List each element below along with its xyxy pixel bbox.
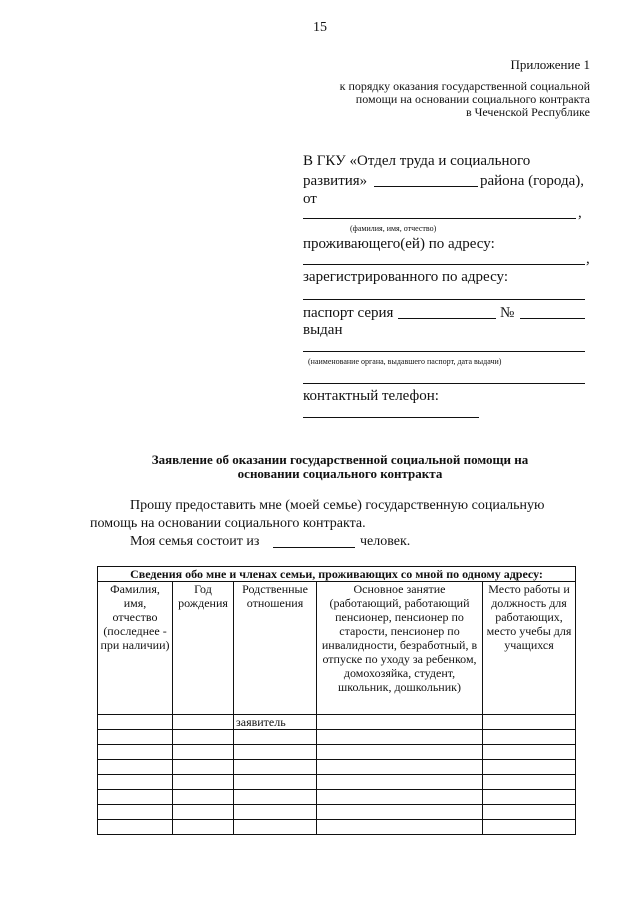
residing-label: проживающего(ей) по адресу: <box>303 236 495 252</box>
applicant-cell: заявитель <box>234 715 317 730</box>
request-line-2: помощь на основании социального контракта. <box>90 516 366 531</box>
application-title-line: основании социального контракта <box>237 466 443 481</box>
table-row <box>98 805 576 820</box>
table-cell[interactable] <box>173 790 234 805</box>
table-cell[interactable] <box>234 790 317 805</box>
header-birth-year: Год рождения <box>173 582 234 715</box>
residing-address-blank[interactable] <box>303 264 585 265</box>
appendix-description <box>290 80 590 119</box>
table-cell[interactable] <box>173 820 234 835</box>
phone-blank[interactable] <box>303 417 479 418</box>
table-cell[interactable] <box>173 760 234 775</box>
table-row <box>98 745 576 760</box>
table-cell[interactable] <box>234 820 317 835</box>
table-caption: Сведения обо мне и членах семьи, проживающих со мной по одному адресу: <box>98 567 576 582</box>
passport-number-blank[interactable] <box>520 318 585 319</box>
fio-comma: , <box>578 205 582 221</box>
table-cell[interactable] <box>317 820 483 835</box>
table-cell[interactable] <box>483 790 576 805</box>
table-cell[interactable] <box>173 775 234 790</box>
appendix-desc-line: в Чеченской Республике <box>465 105 590 119</box>
application-title-line: Заявление об оказании государственной социальной помощи на <box>151 452 529 467</box>
extra-line-blank[interactable] <box>303 383 585 384</box>
table-cell[interactable] <box>234 745 317 760</box>
appendix-title: Приложение 1 <box>510 57 590 72</box>
appendix-desc-line: помощи на основании социального контракта <box>355 92 590 106</box>
appendix-desc-line: к порядку оказания государственной социальной <box>339 79 590 93</box>
header-relationship: Родственные отношения <box>234 582 317 715</box>
table-cell[interactable] <box>98 820 173 835</box>
table-cell[interactable] <box>173 805 234 820</box>
table-cell[interactable] <box>483 745 576 760</box>
table-cell[interactable] <box>317 760 483 775</box>
table-cell[interactable] <box>98 715 173 730</box>
table-cell[interactable] <box>317 715 483 730</box>
header-workplace: Место работы и должность для работающих, место учебы для учащихся <box>483 582 576 715</box>
table-cell[interactable] <box>317 790 483 805</box>
family-count-blank[interactable] <box>273 547 355 548</box>
table-cell[interactable] <box>98 775 173 790</box>
district-blank[interactable] <box>374 186 478 187</box>
addressee-line-2-right: района (города), <box>480 173 584 189</box>
table-cell[interactable] <box>483 715 576 730</box>
table-cell[interactable] <box>173 715 234 730</box>
table-cell[interactable] <box>98 790 173 805</box>
addressee-line-2-left: развития» <box>303 173 368 189</box>
passport-issuer-caption: (наименование органа, выдавшего паспорт, дата выдачи) <box>308 357 502 366</box>
passport-issuer-blank[interactable] <box>303 351 585 352</box>
table-cell[interactable] <box>317 730 483 745</box>
addressee-line-1: В ГКУ «Отдел труда и социального <box>303 153 531 169</box>
table-cell[interactable] <box>317 775 483 790</box>
table-cell[interactable] <box>234 730 317 745</box>
table-cell[interactable] <box>234 760 317 775</box>
table-cell[interactable] <box>98 730 173 745</box>
phone-label: контактный телефон: <box>303 388 439 404</box>
table-cell[interactable] <box>483 820 576 835</box>
table-row <box>98 715 576 730</box>
addressee-from: от <box>303 191 317 207</box>
table-header-row <box>98 582 576 715</box>
table-cell[interactable] <box>234 775 317 790</box>
passport-series-label: паспорт серия <box>303 305 394 321</box>
table-cell[interactable] <box>173 745 234 760</box>
fio-blank[interactable] <box>303 218 576 219</box>
page-number: 15 <box>313 20 327 35</box>
header-main-occupation: Основное занятие (работающий, работающий пенсионер, пенсионер по старости, пенсионер по инвалидности, безработный, в отпуске по уходу за ребенком, домохозяйка, студент, школьник, дошкольник) <box>317 582 483 715</box>
table-row <box>98 730 576 745</box>
passport-issued-label: выдан <box>303 322 343 338</box>
registered-address-blank[interactable] <box>303 299 585 300</box>
registered-label: зарегистрированного по адресу: <box>303 269 508 285</box>
passport-series-blank[interactable] <box>398 318 496 319</box>
table-cell[interactable] <box>317 805 483 820</box>
table-cell[interactable] <box>317 745 483 760</box>
table-cell[interactable] <box>98 805 173 820</box>
table-cell[interactable] <box>234 805 317 820</box>
application-title <box>95 453 585 481</box>
table-row <box>98 820 576 835</box>
table-row <box>98 760 576 775</box>
header-full-name: Фамилия, имя, отчество (последнее - при наличии) <box>98 582 173 715</box>
table-row <box>98 775 576 790</box>
table-cell[interactable] <box>98 760 173 775</box>
table-cell[interactable] <box>483 760 576 775</box>
request-line-1: Прошу предоставить мне (моей семье) государственную социальную <box>130 498 545 513</box>
family-count-prefix: Моя семья состоит из <box>130 534 260 549</box>
family-members-table <box>97 566 576 835</box>
fio-caption: (фамилия, имя, отчество) <box>350 224 437 233</box>
table-cell[interactable] <box>483 805 576 820</box>
table-cell[interactable] <box>483 775 576 790</box>
residing-comma: , <box>586 251 590 267</box>
table-cell[interactable] <box>173 730 234 745</box>
passport-number-sign: № <box>500 305 515 321</box>
family-count-suffix: человек. <box>360 534 411 549</box>
table-cell[interactable] <box>98 745 173 760</box>
table-row <box>98 790 576 805</box>
table-cell[interactable] <box>483 730 576 745</box>
